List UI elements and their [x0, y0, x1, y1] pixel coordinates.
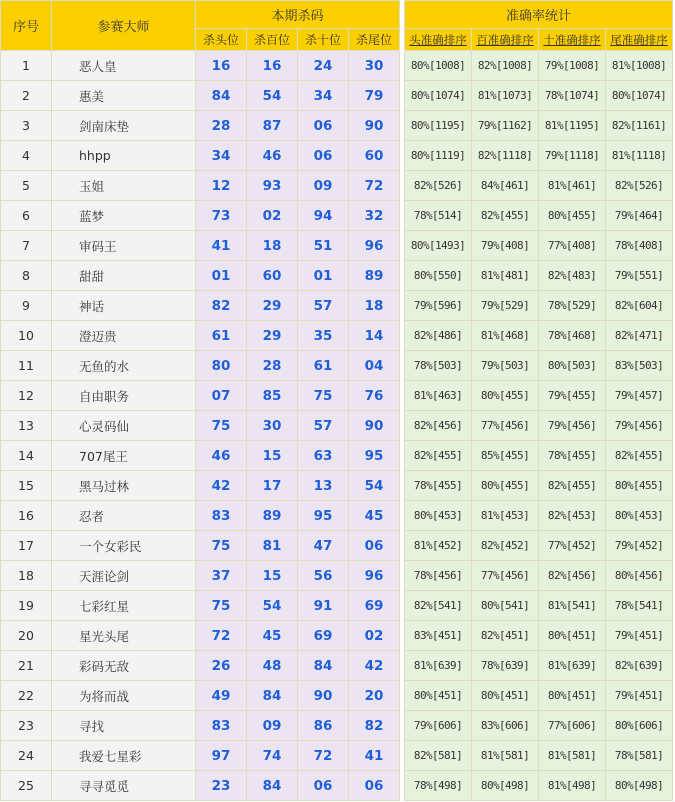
row-index: 2 — [1, 81, 52, 111]
rate-head-value: 82%[455] — [405, 441, 472, 471]
kill-head-value: 28 — [196, 111, 247, 141]
rate-head-value: 78%[503] — [405, 351, 472, 381]
rate-tail-value: 80%[606] — [606, 711, 673, 741]
rate-ten-value: 77%[606] — [539, 711, 606, 741]
master-name: 一个女彩民 — [52, 531, 196, 561]
rate-head-value: 80%[1119] — [405, 141, 472, 171]
kill-hundred-value: 17 — [247, 471, 298, 501]
master-name: 星光头尾 — [52, 621, 196, 651]
rate-tail-value: 78%[581] — [606, 741, 673, 771]
kill-hundred-value: 74 — [247, 741, 298, 771]
kill-ten-value: 57 — [298, 291, 349, 321]
rate-tail-value: 81%[1118] — [606, 141, 673, 171]
kill-ten-value: 13 — [298, 471, 349, 501]
rate-hundred-value: 83%[606] — [472, 711, 539, 741]
rate-hundred-value: 78%[639] — [472, 651, 539, 681]
table-row — [1, 711, 673, 741]
rate-head-value: 83%[451] — [405, 621, 472, 651]
rate-ten-value: 79%[1008] — [539, 51, 606, 81]
header-kill-ten: 杀十位 — [298, 29, 349, 51]
table-row — [1, 261, 673, 291]
kill-hundred-value: 02 — [247, 201, 298, 231]
kill-head-value: 41 — [196, 231, 247, 261]
row-index: 16 — [1, 501, 52, 531]
rate-tail-value: 79%[451] — [606, 621, 673, 651]
rate-hundred-value: 82%[455] — [472, 201, 539, 231]
kill-ten-value: 75 — [298, 381, 349, 411]
rate-head-value: 80%[453] — [405, 501, 472, 531]
rate-ten-value: 82%[455] — [539, 471, 606, 501]
kill-tail-value: 96 — [349, 561, 400, 591]
rate-hundred-value: 81%[468] — [472, 321, 539, 351]
master-name: 我爱七星彩 — [52, 741, 196, 771]
header-kill-hundred: 杀百位 — [247, 29, 298, 51]
row-index: 20 — [1, 621, 52, 651]
rate-head-value: 82%[581] — [405, 741, 472, 771]
table-row — [1, 651, 673, 681]
rate-tail-value: 79%[457] — [606, 381, 673, 411]
kill-tail-value: 90 — [349, 411, 400, 441]
table-row — [1, 441, 673, 471]
kill-ten-value: 69 — [298, 621, 349, 651]
kill-head-value: 26 — [196, 651, 247, 681]
table-row — [1, 351, 673, 381]
kill-head-value: 80 — [196, 351, 247, 381]
master-name: 甜甜 — [52, 261, 196, 291]
kill-head-value: 73 — [196, 201, 247, 231]
kill-ten-value: 63 — [298, 441, 349, 471]
rate-head-value: 78%[498] — [405, 771, 472, 801]
rate-tail-value: 82%[1161] — [606, 111, 673, 141]
rate-hundred-value: 82%[1008] — [472, 51, 539, 81]
row-index: 24 — [1, 741, 52, 771]
kill-hundred-value: 45 — [247, 621, 298, 651]
table-row — [1, 81, 673, 111]
row-index: 22 — [1, 681, 52, 711]
rate-tail-value: 79%[551] — [606, 261, 673, 291]
rate-ten-value: 81%[1195] — [539, 111, 606, 141]
master-name: 为将而战 — [52, 681, 196, 711]
kill-hundred-value: 81 — [247, 531, 298, 561]
master-name: 黑马过林 — [52, 471, 196, 501]
master-name: 澄迈贵 — [52, 321, 196, 351]
kill-tail-value: 04 — [349, 351, 400, 381]
rate-ten-value: 82%[483] — [539, 261, 606, 291]
table-row — [1, 51, 673, 81]
kill-ten-value: 24 — [298, 51, 349, 81]
kill-ten-value: 34 — [298, 81, 349, 111]
kill-hundred-value: 84 — [247, 771, 298, 801]
row-index: 18 — [1, 561, 52, 591]
rate-hundred-value: 80%[451] — [472, 681, 539, 711]
rate-ten-value: 79%[1118] — [539, 141, 606, 171]
master-name: 707尾王 — [52, 441, 196, 471]
rate-hundred-value: 81%[1073] — [472, 81, 539, 111]
rate-hundred-value: 84%[461] — [472, 171, 539, 201]
row-index: 23 — [1, 711, 52, 741]
kill-ten-value: 35 — [298, 321, 349, 351]
header-index: 序号 — [1, 1, 52, 51]
rate-ten-value: 81%[581] — [539, 741, 606, 771]
rate-tail-value: 80%[453] — [606, 501, 673, 531]
row-index: 13 — [1, 411, 52, 441]
table-row — [1, 741, 673, 771]
row-index: 14 — [1, 441, 52, 471]
rate-ten-value: 78%[455] — [539, 441, 606, 471]
kill-head-value: 84 — [196, 81, 247, 111]
kill-head-value: 49 — [196, 681, 247, 711]
table-row — [1, 321, 673, 351]
row-index: 12 — [1, 381, 52, 411]
row-index: 19 — [1, 591, 52, 621]
kill-tail-value: 14 — [349, 321, 400, 351]
kill-hundred-value: 15 — [247, 561, 298, 591]
rate-ten-value: 80%[451] — [539, 621, 606, 651]
kill-head-value: 42 — [196, 471, 247, 501]
kill-hundred-value: 15 — [247, 441, 298, 471]
kill-tail-value: 30 — [349, 51, 400, 81]
kill-tail-value: 79 — [349, 81, 400, 111]
rate-head-value: 82%[526] — [405, 171, 472, 201]
table-row — [1, 561, 673, 591]
table-row — [1, 111, 673, 141]
rate-tail-value: 82%[455] — [606, 441, 673, 471]
rate-ten-value: 78%[1074] — [539, 81, 606, 111]
kill-ten-value: 94 — [298, 201, 349, 231]
rate-head-value: 79%[596] — [405, 291, 472, 321]
master-name: 自由职务 — [52, 381, 196, 411]
kill-hundred-value: 09 — [247, 711, 298, 741]
kill-tail-value: 96 — [349, 231, 400, 261]
row-index: 4 — [1, 141, 52, 171]
row-index: 25 — [1, 771, 52, 801]
table-row — [1, 501, 673, 531]
rate-hundred-value: 82%[451] — [472, 621, 539, 651]
rate-hundred-value: 77%[456] — [472, 411, 539, 441]
rate-head-value: 81%[463] — [405, 381, 472, 411]
master-name: 玉姐 — [52, 171, 196, 201]
rate-tail-value: 83%[503] — [606, 351, 673, 381]
kill-tail-value: 06 — [349, 531, 400, 561]
master-name: 彩码无敌 — [52, 651, 196, 681]
rate-tail-value: 82%[639] — [606, 651, 673, 681]
kill-hundred-value: 84 — [247, 681, 298, 711]
kill-tail-value: 02 — [349, 621, 400, 651]
table-row — [1, 291, 673, 321]
rate-tail-value: 79%[464] — [606, 201, 673, 231]
rate-tail-value: 79%[456] — [606, 411, 673, 441]
table-row — [1, 411, 673, 441]
kill-tail-value: 42 — [349, 651, 400, 681]
row-index: 9 — [1, 291, 52, 321]
rate-hundred-value: 80%[541] — [472, 591, 539, 621]
rate-hundred-value: 80%[455] — [472, 471, 539, 501]
kill-head-value: 12 — [196, 171, 247, 201]
kill-tail-value: 20 — [349, 681, 400, 711]
kill-hundred-value: 29 — [247, 321, 298, 351]
kill-tail-value: 41 — [349, 741, 400, 771]
master-name: 寻寻觅觅 — [52, 771, 196, 801]
header-master: 参赛大师 — [52, 1, 196, 51]
rate-ten-value: 79%[456] — [539, 411, 606, 441]
kill-tail-value: 45 — [349, 501, 400, 531]
rate-ten-value: 80%[451] — [539, 681, 606, 711]
kill-hundred-value: 54 — [247, 591, 298, 621]
table-row — [1, 381, 673, 411]
rate-head-value: 80%[1008] — [405, 51, 472, 81]
kill-ten-value: 95 — [298, 501, 349, 531]
rate-head-value: 80%[550] — [405, 261, 472, 291]
kill-hundred-value: 30 — [247, 411, 298, 441]
sort-hundred-accuracy-link[interactable]: 百准确排序 — [472, 29, 539, 51]
rate-head-value: 82%[456] — [405, 411, 472, 441]
rate-tail-value: 82%[471] — [606, 321, 673, 351]
kill-head-value: 23 — [196, 771, 247, 801]
row-index: 15 — [1, 471, 52, 501]
rate-tail-value: 80%[455] — [606, 471, 673, 501]
master-name: 心灵码仙 — [52, 411, 196, 441]
rate-tail-value: 80%[456] — [606, 561, 673, 591]
rate-hundred-value: 81%[453] — [472, 501, 539, 531]
master-name: 无鱼的水 — [52, 351, 196, 381]
rate-hundred-value: 79%[503] — [472, 351, 539, 381]
kill-ten-value: 06 — [298, 141, 349, 171]
rate-tail-value: 80%[498] — [606, 771, 673, 801]
rate-ten-value: 81%[639] — [539, 651, 606, 681]
rate-head-value: 80%[1493] — [405, 231, 472, 261]
kill-head-value: 75 — [196, 531, 247, 561]
kill-tail-value: 90 — [349, 111, 400, 141]
kill-hundred-value: 29 — [247, 291, 298, 321]
rate-tail-value: 78%[541] — [606, 591, 673, 621]
master-name: 审码王 — [52, 231, 196, 261]
kill-tail-value: 06 — [349, 771, 400, 801]
rate-head-value: 78%[514] — [405, 201, 472, 231]
master-name: 七彩红星 — [52, 591, 196, 621]
rate-hundred-value: 82%[1118] — [472, 141, 539, 171]
kill-hundred-value: 60 — [247, 261, 298, 291]
master-name: 寻找 — [52, 711, 196, 741]
row-index: 1 — [1, 51, 52, 81]
kill-ten-value: 56 — [298, 561, 349, 591]
rate-head-value: 80%[451] — [405, 681, 472, 711]
kill-head-value: 83 — [196, 501, 247, 531]
kill-ten-value: 01 — [298, 261, 349, 291]
kill-head-value: 72 — [196, 621, 247, 651]
row-index: 11 — [1, 351, 52, 381]
kill-ten-value: 91 — [298, 591, 349, 621]
rate-head-value: 82%[541] — [405, 591, 472, 621]
row-index: 21 — [1, 651, 52, 681]
table-row — [1, 471, 673, 501]
rate-ten-value: 81%[461] — [539, 171, 606, 201]
rate-hundred-value: 85%[455] — [472, 441, 539, 471]
kill-ten-value: 61 — [298, 351, 349, 381]
kill-head-value: 16 — [196, 51, 247, 81]
rate-hundred-value: 81%[481] — [472, 261, 539, 291]
master-name: 恶人皇 — [52, 51, 196, 81]
row-index: 8 — [1, 261, 52, 291]
kill-hundred-value: 48 — [247, 651, 298, 681]
kill-tail-value: 69 — [349, 591, 400, 621]
kill-hundred-value: 46 — [247, 141, 298, 171]
kill-hundred-value: 18 — [247, 231, 298, 261]
rate-ten-value: 80%[503] — [539, 351, 606, 381]
row-index: 3 — [1, 111, 52, 141]
rate-ten-value: 82%[453] — [539, 501, 606, 531]
row-index: 7 — [1, 231, 52, 261]
master-name: 蓝梦 — [52, 201, 196, 231]
kill-head-value: 37 — [196, 561, 247, 591]
kill-ten-value: 09 — [298, 171, 349, 201]
rate-hundred-value: 80%[455] — [472, 381, 539, 411]
kill-ten-value: 57 — [298, 411, 349, 441]
kill-tail-value: 95 — [349, 441, 400, 471]
rate-ten-value: 77%[408] — [539, 231, 606, 261]
kill-ten-value: 51 — [298, 231, 349, 261]
rate-ten-value: 80%[455] — [539, 201, 606, 231]
kill-ten-value: 47 — [298, 531, 349, 561]
kill-ten-value: 06 — [298, 111, 349, 141]
kill-ten-value: 84 — [298, 651, 349, 681]
rate-hundred-value: 81%[581] — [472, 741, 539, 771]
rate-tail-value: 80%[1074] — [606, 81, 673, 111]
rate-tail-value: 82%[526] — [606, 171, 673, 201]
sort-tail-accuracy-link[interactable]: 尾准确排序 — [606, 29, 673, 51]
table-row — [1, 621, 673, 651]
kill-tail-value: 54 — [349, 471, 400, 501]
row-index: 17 — [1, 531, 52, 561]
kill-hundred-value: 87 — [247, 111, 298, 141]
kill-head-value: 83 — [196, 711, 247, 741]
kill-hundred-value: 93 — [247, 171, 298, 201]
rate-head-value: 80%[1195] — [405, 111, 472, 141]
rate-hundred-value: 79%[1162] — [472, 111, 539, 141]
kill-head-value: 01 — [196, 261, 247, 291]
table-row — [1, 771, 673, 801]
rate-ten-value: 81%[541] — [539, 591, 606, 621]
kill-head-value: 75 — [196, 411, 247, 441]
table-body — [1, 51, 673, 801]
kill-ten-value: 86 — [298, 711, 349, 741]
rate-head-value: 79%[606] — [405, 711, 472, 741]
rate-tail-value: 78%[408] — [606, 231, 673, 261]
rate-head-value: 78%[455] — [405, 471, 472, 501]
kill-head-value: 75 — [196, 591, 247, 621]
kill-tail-value: 82 — [349, 711, 400, 741]
master-name: 惠美 — [52, 81, 196, 111]
rate-tail-value: 79%[451] — [606, 681, 673, 711]
row-index: 10 — [1, 321, 52, 351]
master-name: 剑南床垫 — [52, 111, 196, 141]
kill-ten-value: 06 — [298, 771, 349, 801]
master-name: 神话 — [52, 291, 196, 321]
kill-head-value: 46 — [196, 441, 247, 471]
row-index: 6 — [1, 201, 52, 231]
table-row — [1, 201, 673, 231]
kill-tail-value: 72 — [349, 171, 400, 201]
table-row — [1, 591, 673, 621]
kill-hundred-value: 85 — [247, 381, 298, 411]
kill-ten-value: 90 — [298, 681, 349, 711]
header-rate-group: 准确率统计 — [405, 1, 673, 29]
kill-tail-value: 60 — [349, 141, 400, 171]
row-index: 5 — [1, 171, 52, 201]
table-row — [1, 681, 673, 711]
master-name: 天涯论剑 — [52, 561, 196, 591]
kill-tail-value: 89 — [349, 261, 400, 291]
rate-hundred-value: 79%[408] — [472, 231, 539, 261]
table-row — [1, 141, 673, 171]
rate-tail-value: 82%[604] — [606, 291, 673, 321]
master-name: 忍者 — [52, 501, 196, 531]
kill-hundred-value: 28 — [247, 351, 298, 381]
kill-head-value: 97 — [196, 741, 247, 771]
kill-hundred-value: 54 — [247, 81, 298, 111]
rate-ten-value: 78%[468] — [539, 321, 606, 351]
table-row — [1, 171, 673, 201]
header-kill-group: 本期杀码 — [196, 1, 400, 29]
kill-head-value: 61 — [196, 321, 247, 351]
kill-hundred-value: 16 — [247, 51, 298, 81]
rate-head-value: 81%[452] — [405, 531, 472, 561]
header-kill-head: 杀头位 — [196, 29, 247, 51]
rate-head-value: 78%[456] — [405, 561, 472, 591]
table-row — [1, 231, 673, 261]
rate-head-value: 80%[1074] — [405, 81, 472, 111]
header-kill-tail: 杀尾位 — [349, 29, 400, 51]
rate-hundred-value: 82%[452] — [472, 531, 539, 561]
rate-ten-value: 77%[452] — [539, 531, 606, 561]
kill-tail-value: 18 — [349, 291, 400, 321]
kill-tail-value: 32 — [349, 201, 400, 231]
rate-ten-value: 78%[529] — [539, 291, 606, 321]
kill-head-value: 82 — [196, 291, 247, 321]
rate-head-value: 82%[486] — [405, 321, 472, 351]
kill-head-value: 07 — [196, 381, 247, 411]
rate-ten-value: 82%[456] — [539, 561, 606, 591]
kill-ten-value: 72 — [298, 741, 349, 771]
rate-hundred-value: 77%[456] — [472, 561, 539, 591]
sort-head-accuracy-link[interactable]: 头准确排序 — [405, 29, 472, 51]
rate-head-value: 81%[639] — [405, 651, 472, 681]
master-name: hhpp — [52, 141, 196, 171]
rate-hundred-value: 79%[529] — [472, 291, 539, 321]
rate-ten-value: 79%[455] — [539, 381, 606, 411]
kill-hundred-value: 89 — [247, 501, 298, 531]
rate-tail-value: 79%[452] — [606, 531, 673, 561]
kill-tail-value: 76 — [349, 381, 400, 411]
rate-hundred-value: 80%[498] — [472, 771, 539, 801]
table-row — [1, 531, 673, 561]
kill-head-value: 34 — [196, 141, 247, 171]
rate-ten-value: 81%[498] — [539, 771, 606, 801]
sort-ten-accuracy-link[interactable]: 十准确排序 — [539, 29, 606, 51]
rate-tail-value: 81%[1008] — [606, 51, 673, 81]
